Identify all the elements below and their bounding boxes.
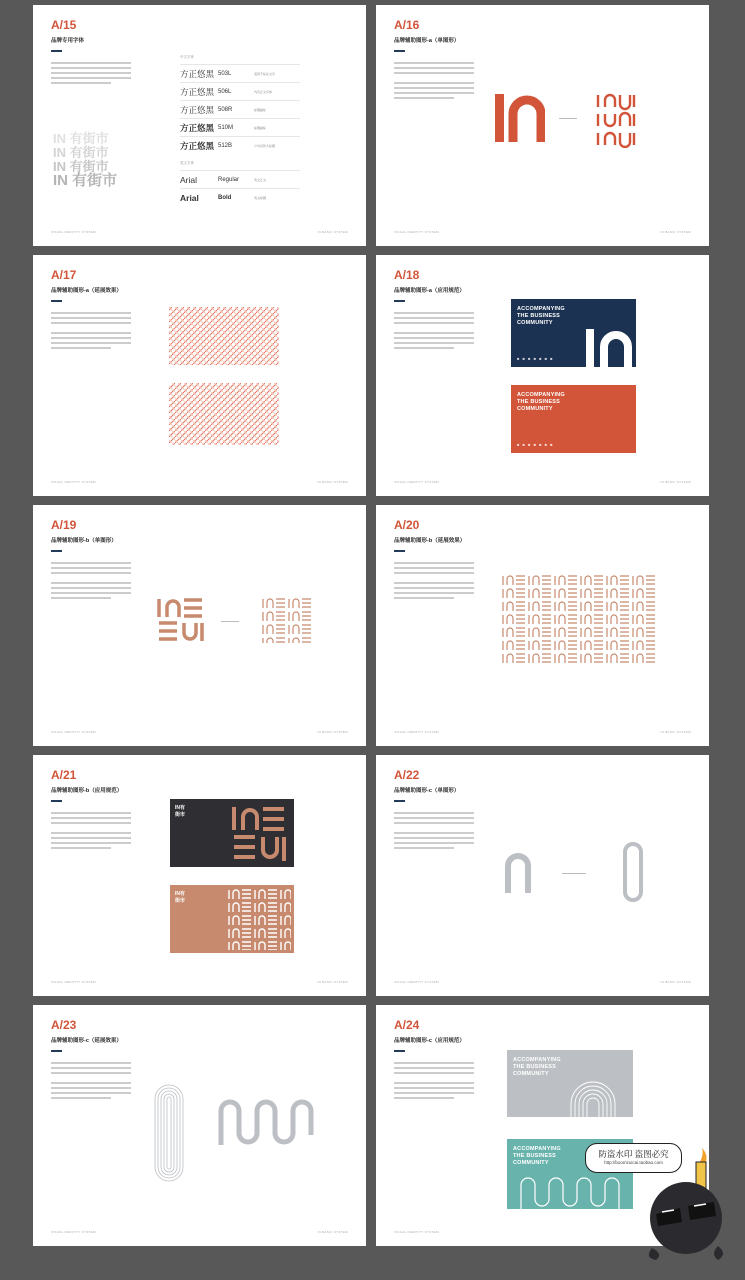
body-text-line bbox=[51, 597, 111, 599]
body-text-line bbox=[51, 817, 131, 819]
font-sample: IN 有街市 bbox=[53, 131, 109, 146]
body-text-line bbox=[51, 67, 131, 69]
body-text-line bbox=[394, 1092, 474, 1094]
footer-right: IN BASIC SYSTEM bbox=[317, 1230, 348, 1234]
body-text-line bbox=[51, 1082, 131, 1084]
body-text-line bbox=[394, 592, 474, 594]
body-text-line bbox=[394, 337, 474, 339]
body-text-line bbox=[51, 82, 111, 84]
font-row: 方正悠黑 506L 内页正文字体 bbox=[180, 82, 300, 100]
page-title: 品牌辅助图形-b（单图形） bbox=[51, 538, 117, 544]
font-row: Arial Bold 英文标题 bbox=[180, 188, 300, 206]
divider bbox=[221, 621, 239, 622]
page-number: A/22 bbox=[394, 768, 420, 782]
body-text-line bbox=[394, 812, 474, 814]
title-underline bbox=[394, 50, 405, 52]
in-graphic-icon bbox=[584, 325, 636, 367]
footer-right: IN BASIC SYSTEM bbox=[660, 730, 691, 734]
body-text-line bbox=[394, 82, 474, 84]
body-text-line bbox=[394, 342, 474, 344]
title-underline bbox=[394, 1050, 405, 1052]
footer-right: IN BASIC SYSTEM bbox=[317, 980, 348, 984]
body-text-line bbox=[394, 317, 474, 319]
divider bbox=[559, 118, 577, 119]
business-card-navy bbox=[511, 299, 636, 367]
body-text-line bbox=[51, 1087, 131, 1089]
body-text-line bbox=[394, 837, 474, 839]
font-row: 方正悠黑 503L 适用于标注文字 bbox=[180, 64, 300, 82]
body-text-line bbox=[394, 1072, 474, 1074]
page-a23 bbox=[33, 1005, 366, 1246]
body-text-line bbox=[51, 567, 131, 569]
body-text-line bbox=[394, 562, 474, 564]
bomb-mascot-icon bbox=[638, 1148, 728, 1268]
body-text-line bbox=[51, 582, 131, 584]
page-number: A/16 bbox=[394, 18, 420, 32]
page-a20 bbox=[376, 505, 709, 746]
chinese-font-list bbox=[180, 55, 300, 154]
card-slogan: ACCOMPANYING THE BUSINESS COMMUNITY bbox=[517, 306, 565, 326]
page-title: 品牌辅助图形-a（单图形） bbox=[394, 38, 460, 44]
page-number: A/18 bbox=[394, 268, 420, 282]
footer-right: IN BASIC SYSTEM bbox=[317, 730, 348, 734]
font-sample-stack bbox=[53, 132, 117, 188]
body-text-line bbox=[394, 1087, 474, 1089]
page-title: 品牌辅助图形-c（延展效果） bbox=[51, 1038, 122, 1044]
page-number: A/23 bbox=[51, 1018, 77, 1032]
footer-right: IN BASIC SYSTEM bbox=[660, 980, 691, 984]
body-text-line bbox=[394, 567, 474, 569]
body-text-line bbox=[51, 822, 131, 824]
business-card-red bbox=[511, 385, 636, 453]
body-text-line bbox=[394, 97, 454, 99]
footer-left: VISUAL IDENTITY SYSTEM bbox=[51, 1230, 96, 1234]
footer-left: VISUAL IDENTITY SYSTEM bbox=[51, 730, 96, 734]
in-sui-graphic-icon bbox=[230, 805, 288, 863]
title-underline bbox=[394, 800, 405, 802]
card-slogan: ACCOMPANYING THE BUSINESS COMMUNITY bbox=[513, 1057, 561, 1077]
arch-graphic-icon bbox=[503, 851, 533, 895]
font-row: 方正悠黑 508R 标题副标 bbox=[180, 100, 300, 118]
footer-right: IN BASIC SYSTEM bbox=[317, 230, 348, 234]
footer-right: IN BASIC SYSTEM bbox=[660, 480, 691, 484]
font-row: 方正悠黑 510M 标题副标 bbox=[180, 118, 300, 136]
business-card-dark bbox=[170, 799, 294, 867]
page-a17 bbox=[33, 255, 366, 496]
section-label: 中文字体 bbox=[180, 55, 194, 59]
footer-left: VISUAL IDENTITY SYSTEM bbox=[394, 980, 439, 984]
body-text-line bbox=[394, 817, 474, 819]
page-title: 品牌专用字体 bbox=[51, 38, 85, 44]
card-dots: ■ ■ ■ ■ ■ ■ ■ bbox=[517, 442, 554, 447]
body-text-line bbox=[51, 1072, 131, 1074]
body-text-line bbox=[51, 812, 131, 814]
footer-left: VISUAL IDENTITY SYSTEM bbox=[394, 1230, 439, 1234]
title-underline bbox=[394, 550, 405, 552]
body-text-line bbox=[51, 347, 111, 349]
body-text-line bbox=[51, 337, 131, 339]
page-title: 品牌辅助图形-b（延展效果） bbox=[394, 538, 466, 544]
body-text-line bbox=[394, 1062, 474, 1064]
page-title: 品牌辅助图形-c（单图形） bbox=[394, 788, 460, 794]
page-number: A/24 bbox=[394, 1018, 420, 1032]
watermark-url: http://boomzuicai.taobao.com bbox=[604, 1160, 663, 1165]
font-sample: IN 有街市 bbox=[53, 159, 109, 174]
footer-left: VISUAL IDENTITY SYSTEM bbox=[394, 730, 439, 734]
body-text-line bbox=[51, 62, 131, 64]
body-text-line bbox=[394, 572, 474, 574]
page-number: A/19 bbox=[51, 518, 77, 532]
footer-left: VISUAL IDENTITY SYSTEM bbox=[394, 480, 439, 484]
footer-right: IN BASIC SYSTEM bbox=[317, 480, 348, 484]
body-text-line bbox=[394, 67, 474, 69]
pattern-swatch bbox=[169, 307, 279, 365]
font-row: 方正悠黑 512B 户外宣传大标题 bbox=[180, 136, 300, 154]
body-text-line bbox=[51, 1062, 131, 1064]
page-title: 品牌辅助图形-a（延展效果） bbox=[51, 288, 122, 294]
card-dots: ■ ■ ■ ■ ■ ■ ■ bbox=[517, 356, 554, 361]
body-text-line bbox=[51, 1092, 131, 1094]
in-pattern-icon bbox=[595, 92, 637, 148]
body-text-line bbox=[394, 87, 474, 89]
body-text-line bbox=[51, 592, 131, 594]
page-a22 bbox=[376, 755, 709, 996]
body-text-line bbox=[51, 322, 131, 324]
title-underline bbox=[51, 1050, 62, 1052]
title-underline bbox=[51, 550, 62, 552]
page-number: A/21 bbox=[51, 768, 77, 782]
body-text-line bbox=[51, 572, 131, 574]
footer-right: IN BASIC SYSTEM bbox=[660, 230, 691, 234]
section-label: 英文字体 bbox=[180, 161, 194, 165]
font-sample: IN 有街市 bbox=[53, 145, 109, 160]
body-text-line bbox=[51, 342, 131, 344]
body-text-line bbox=[51, 72, 131, 74]
body-text-line bbox=[394, 312, 474, 314]
divider bbox=[562, 873, 586, 874]
page-a21 bbox=[33, 755, 366, 996]
title-underline bbox=[394, 300, 405, 302]
in-graphic-icon bbox=[493, 90, 545, 145]
wave-graphic-icon bbox=[217, 1095, 323, 1149]
body-text-line bbox=[394, 842, 474, 844]
loop-graphic-icon bbox=[622, 841, 644, 903]
body-text-line bbox=[394, 1097, 454, 1099]
body-text-line bbox=[394, 822, 474, 824]
font-sample: IN 有街市 bbox=[53, 172, 118, 189]
page-number: A/20 bbox=[394, 518, 420, 532]
font-row: Arial Regular 英文正文 bbox=[180, 170, 300, 188]
body-text-line bbox=[394, 582, 474, 584]
english-font-list bbox=[180, 161, 300, 206]
page-number: A/17 bbox=[51, 268, 77, 282]
page-a19 bbox=[33, 505, 366, 746]
card-logo: IN有 街市 bbox=[175, 891, 186, 904]
page-a18 bbox=[376, 255, 709, 496]
body-text-line bbox=[51, 77, 131, 79]
body-text-line bbox=[394, 347, 454, 349]
body-text-line bbox=[394, 62, 474, 64]
title-underline bbox=[51, 800, 62, 802]
footer-left: VISUAL IDENTITY SYSTEM bbox=[394, 230, 439, 234]
nested-arch-icon bbox=[569, 1080, 631, 1117]
body-text-line bbox=[394, 587, 474, 589]
nested-loop-icon bbox=[153, 1083, 185, 1183]
body-text-line bbox=[51, 837, 131, 839]
body-text-line bbox=[394, 832, 474, 834]
body-text-line bbox=[51, 847, 111, 849]
body-text-line bbox=[394, 847, 454, 849]
pattern-swatch bbox=[169, 383, 279, 445]
body-text-line bbox=[394, 332, 474, 334]
in-sui-pattern-field bbox=[501, 574, 657, 666]
body-text-line bbox=[51, 317, 131, 319]
body-text-line bbox=[394, 92, 474, 94]
card-slogan: ACCOMPANYING THE BUSINESS COMMUNITY bbox=[513, 1146, 561, 1166]
body-text-line bbox=[394, 597, 454, 599]
in-sui-pattern-icon bbox=[261, 597, 311, 643]
wave-graphic-icon bbox=[517, 1171, 629, 1209]
body-text-line bbox=[51, 832, 131, 834]
in-sui-pattern-icon bbox=[227, 888, 291, 950]
page-number: A/15 bbox=[51, 18, 77, 32]
business-card-gray bbox=[507, 1050, 633, 1117]
watermark-text: 防盗水印 盗图必究 bbox=[598, 1149, 669, 1159]
body-text-line bbox=[51, 1067, 131, 1069]
card-slogan: ACCOMPANYING THE BUSINESS COMMUNITY bbox=[517, 392, 565, 412]
body-text-line bbox=[394, 322, 474, 324]
body-text-line bbox=[51, 587, 131, 589]
body-text-line bbox=[51, 842, 131, 844]
page-a15 bbox=[33, 5, 366, 246]
body-text-line bbox=[394, 72, 474, 74]
page-title: 品牌辅助图形-c（应用规范） bbox=[394, 1038, 465, 1044]
title-underline bbox=[51, 50, 62, 52]
footer-left: VISUAL IDENTITY SYSTEM bbox=[51, 230, 96, 234]
business-card-tan bbox=[170, 885, 294, 953]
card-logo: IN有 街市 bbox=[175, 805, 186, 818]
body-text-line bbox=[51, 562, 131, 564]
body-text-line bbox=[394, 1067, 474, 1069]
footer-left: VISUAL IDENTITY SYSTEM bbox=[51, 980, 96, 984]
body-text-line bbox=[394, 1082, 474, 1084]
body-text-line bbox=[51, 312, 131, 314]
page-title: 品牌辅助图形-b（应用规范） bbox=[51, 788, 123, 794]
body-text-line bbox=[51, 1097, 111, 1099]
in-sui-graphic-icon bbox=[156, 597, 206, 643]
page-a16 bbox=[376, 5, 709, 246]
page-title: 品牌辅助图形-a（应用规范） bbox=[394, 288, 465, 294]
footer-left: VISUAL IDENTITY SYSTEM bbox=[51, 480, 96, 484]
title-underline bbox=[51, 300, 62, 302]
body-text-line bbox=[51, 332, 131, 334]
